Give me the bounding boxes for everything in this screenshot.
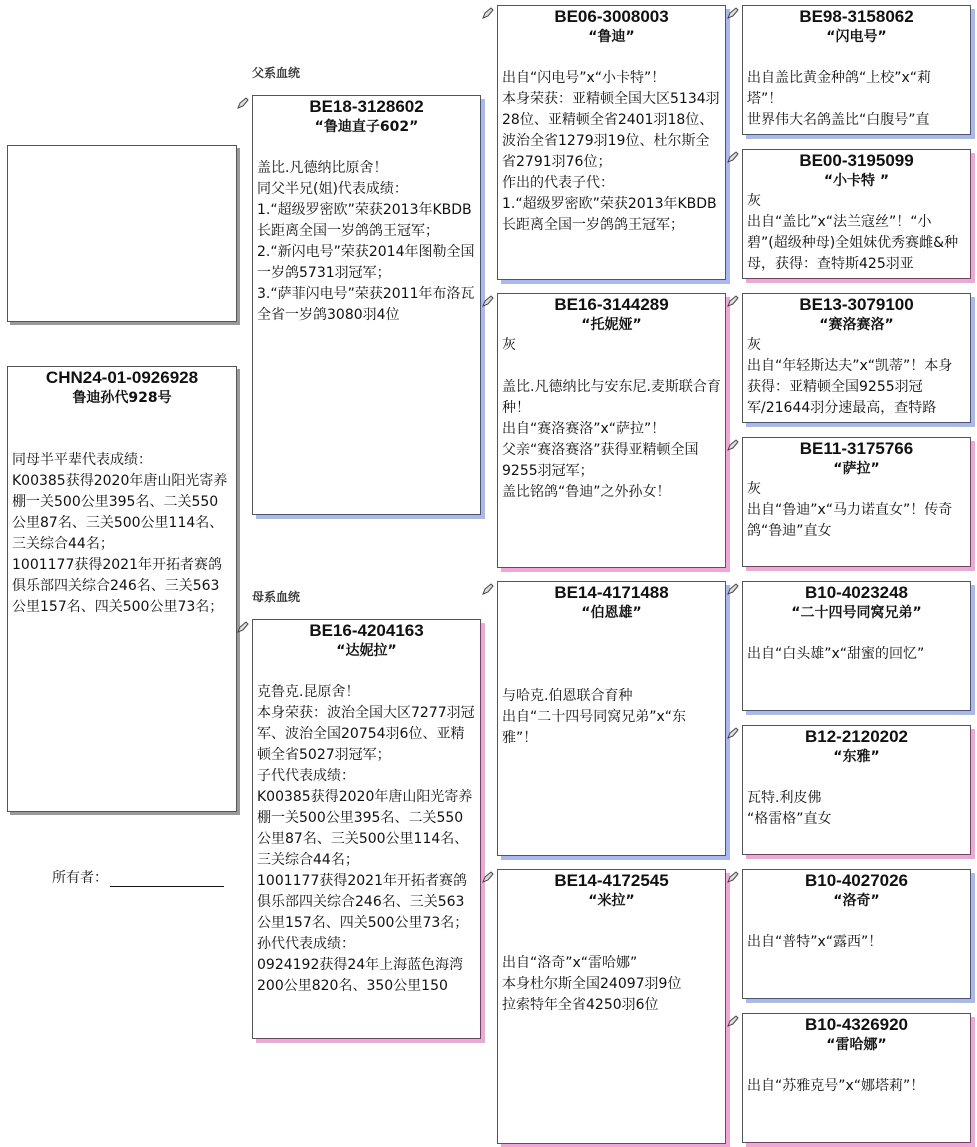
- owner-field: [52, 867, 224, 887]
- pencil-icon: [482, 7, 494, 19]
- sds-name: “赛洛赛洛”: [819, 317, 894, 333]
- dam-sire-description: 与哈克.伯恩联合育种 出自“二十四号同窝兄弟”x“东雅”！: [502, 688, 687, 746]
- sire-dam-description: 灰 盖比.凡德纳比与安东尼.麦斯联合育种！ 出自“赛洛赛洛”x“萨拉”！ 父亲“赛洛赛洛”获得亚精顿全国9255羽冠军； 盖比铭鸽“鲁迪”之外孙女！: [502, 337, 721, 500]
- subject-description: 同母半平辈代表成绩： K00385获得2020年唐山阳光寄养棚一关500公里395名、二关550公里87名、三关500公里114名、三关综合44名； 1001177获得2021年开拓者赛鸽俱乐部四关综合246名、三关563公里157名、四关500公里73名；: [12, 452, 228, 615]
- dam-line-label: 母系血统: [252, 590, 301, 604]
- subject-name: 鲁迪孙代928号: [72, 390, 172, 406]
- subject-card: [7, 366, 237, 812]
- dss-description: 出自“白头雄”x“甜蜜的回忆”: [747, 646, 925, 662]
- pencil-icon: [727, 583, 739, 595]
- dam-dam-ring-number: BE14-4172545: [554, 871, 669, 890]
- pencil-icon: [237, 621, 249, 633]
- ddd-name: “雷哈娜”: [826, 1037, 887, 1053]
- sdd-ring-number: BE11-3175766: [799, 439, 914, 458]
- pencil-icon: [482, 871, 494, 883]
- dam-dam-name: “米拉”: [588, 893, 635, 909]
- sss-name: “闪电号”: [826, 29, 887, 45]
- pencil-icon: [237, 97, 249, 109]
- dsd-card: [742, 725, 971, 855]
- owner-label: 所有者：: [52, 870, 108, 886]
- owner-underline: [110, 872, 224, 887]
- sire-name: “鲁迪直子602”: [314, 119, 419, 135]
- sire-dam-name: “托妮娅”: [581, 317, 642, 333]
- ddd-card: [742, 1013, 971, 1143]
- dam-ring-number: BE16-4204163: [309, 621, 424, 640]
- dss-card: [742, 581, 971, 711]
- dsd-ring-number: B12-2120202: [804, 727, 909, 746]
- sds-description: 灰 出自“年轻斯达夫”x“凯蒂”！本身获得：亚精顿全国9255羽冠军/21644羽分速最高，查特路: [747, 337, 953, 416]
- sire-sire-description: 出自“闪电号”x“小卡特”！ 本身荣获：亚精顿全国大区5134羽28位、亚精顿全省2401羽18位、波治全省1279羽19位、杜尔斯全省2791羽76位； 作出的代表子代： 1.“超级罗密欧”荣获2013年KBDB长距离全国一岁鸽鸽王冠军；: [502, 70, 720, 233]
- dsd-description: 瓦特.利皮佛 “格雷格”直女: [747, 790, 832, 827]
- pencil-icon: [482, 583, 494, 595]
- dam-sire-name: “伯恩雄”: [581, 605, 642, 621]
- ssd-name: “小卡特 ”: [823, 173, 890, 189]
- ssd-ring-number: BE00-3195099: [799, 151, 914, 170]
- dam-dam-description: 出自“洛奇”x“雷哈娜” 本身杜尔斯全国24097羽9位 拉索特年全省4250羽6位: [502, 955, 682, 1013]
- pencil-icon: [727, 871, 739, 883]
- pencil-icon: [727, 727, 739, 739]
- dds-ring-number: B10-4027026: [804, 871, 909, 890]
- sds-ring-number: BE13-3079100: [799, 295, 914, 314]
- sire-line-label: 父系血统: [252, 66, 301, 80]
- dam-dam-card: [497, 869, 726, 1144]
- sdd-description: 灰 出自“鲁迪”x“马力诺直女”！传奇鸽“鲁迪”直女: [747, 481, 953, 539]
- sss-description: 出自盖比黄金种鸽“上校”x“莉塔”！ 世界伟大名鸽盖比“白腹号”直: [747, 70, 932, 128]
- photo-placeholder: [7, 145, 237, 322]
- sdd-name: “萨拉”: [833, 461, 880, 477]
- dam-description: 克鲁克.昆原舍！ 本身荣获：波治全国大区7277羽冠军、波治全国20754羽6位、亚精顿全省5027羽冠军； 子代代表成绩： K00385获得2020年唐山阳光寄养棚一关500公里395名、二关550公里87名、三关500公里114名、三关综合44名； 1001177获得2021年开拓者赛鸽俱乐部四关综合246名、三关563公里157名、四关500公里73名； 孙代代表成绩： 0924192获得24年上海蓝色海湾200公里820名、350公里150: [257, 684, 475, 994]
- pencil-icon: [482, 295, 494, 307]
- dam-sire-ring-number: BE14-4171488: [554, 583, 669, 602]
- ssd-description: 灰 出自“盖比”x“法兰寇丝”！“小碧”(超级种母)全姐妹优秀赛雌&种母，获得：查特斯425羽亚: [747, 193, 959, 272]
- sire-card: [252, 95, 481, 515]
- ssd-card: [742, 149, 971, 279]
- sds-card: [742, 293, 971, 423]
- dds-card: [742, 869, 971, 999]
- sire-sire-name: “鲁迪”: [588, 29, 635, 45]
- dds-description: 出自“普特”x“露西”！: [747, 934, 883, 950]
- subject-ring-number: CHN24-01-0926928: [45, 368, 199, 387]
- sire-sire-card: [497, 5, 726, 280]
- dds-name: “洛奇”: [833, 893, 880, 909]
- ddd-ring-number: B10-4326920: [804, 1015, 909, 1034]
- pencil-icon: [727, 7, 739, 19]
- sire-description: 盖比.凡德纳比原舍！ 同父半兄(姐)代表成绩： 1.“超级罗密欧”荣获2013年KBDB长距离全国一岁鸽鸽王冠军； 2.“新闪电号”荣获2014年图勒全国一岁鸽5731羽冠军； 3.“萨菲闪电号”荣获2011年布洛瓦全省一岁鸽3080羽4位: [257, 160, 475, 323]
- dsd-name: “东雅”: [833, 749, 880, 765]
- dam-sire-card: [497, 581, 726, 856]
- sire-ring-number: BE18-3128602: [309, 97, 424, 116]
- sire-dam-ring-number: BE16-3144289: [554, 295, 669, 314]
- sdd-card: [742, 437, 971, 567]
- pencil-icon: [727, 295, 739, 307]
- sire-dam-card: [497, 293, 726, 568]
- sss-card: [742, 5, 971, 135]
- dss-name: “二十四号同窝兄弟”: [791, 605, 922, 621]
- ddd-description: 出自“苏雅克号”x“娜塔莉”！: [747, 1078, 925, 1094]
- sss-ring-number: BE98-3158062: [799, 7, 914, 26]
- dss-ring-number: B10-4023248: [804, 583, 909, 602]
- pencil-icon: [727, 1015, 739, 1027]
- pencil-icon: [727, 151, 739, 163]
- sire-sire-ring-number: BE06-3008003: [554, 7, 669, 26]
- dam-name: “达妮拉”: [336, 643, 397, 659]
- pencil-icon: [727, 439, 739, 451]
- dam-card: [252, 619, 481, 1039]
